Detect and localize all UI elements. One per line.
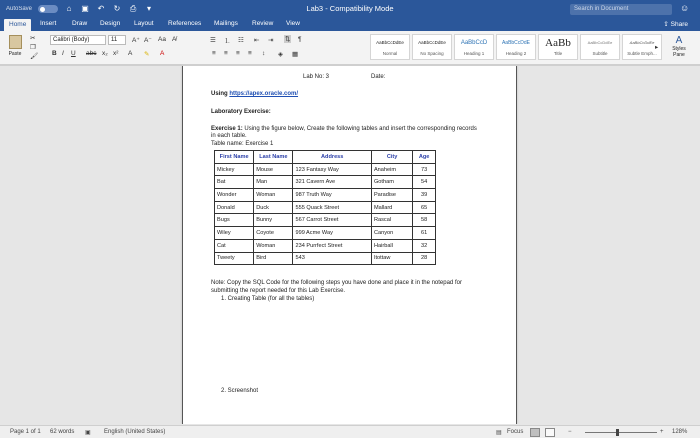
note-line-2: submitting the report needed for this Lab Exercise. xyxy=(211,288,346,294)
copy-icon[interactable]: ❐ xyxy=(30,44,36,51)
exercise-table[interactable] xyxy=(214,150,436,265)
cell: 999 Acme Way xyxy=(293,227,371,240)
bold-icon[interactable]: B xyxy=(52,50,57,57)
font-name-select[interactable]: Calibri (Body) xyxy=(50,35,106,45)
cell: Bird xyxy=(254,252,293,265)
decrease-indent-icon[interactable]: ⇤ xyxy=(254,37,260,44)
header-last-name: Last Name xyxy=(254,151,293,164)
exercise-line-1: Exercise 1: Using the figure below, Create the following tables and insert the corresponding records xyxy=(211,126,477,132)
style-subtitle[interactable]: AaBbCcDdEe Subtitle xyxy=(580,34,620,60)
tab-review[interactable]: Review xyxy=(252,20,274,27)
multilevel-list-icon[interactable]: ☷ xyxy=(238,37,244,44)
cell: 39 xyxy=(413,189,436,202)
table-row xyxy=(215,176,436,189)
table-row xyxy=(215,252,436,265)
cut-icon[interactable]: ✂ xyxy=(30,35,36,42)
text-effects-icon[interactable]: A xyxy=(128,50,133,57)
note-line-1: Note: Copy the SQL Code for the following steps you have done and place it in the notepad for xyxy=(211,280,462,286)
tab-view[interactable]: View xyxy=(286,20,300,27)
subscript-icon[interactable]: x₂ xyxy=(102,50,108,57)
step-1: 1. Creating Table (for all the tables) xyxy=(221,296,315,302)
cell: Man xyxy=(254,176,293,189)
date-label: Date: xyxy=(371,74,386,80)
tab-references[interactable]: References xyxy=(168,20,202,27)
cell: 321 Cavern Ave xyxy=(293,176,371,189)
share-button[interactable]: ⇪ Share xyxy=(663,21,688,28)
cell: 234 Purrfect Street xyxy=(293,239,371,252)
zoom-out-icon[interactable]: − xyxy=(568,429,572,435)
header-address: Address xyxy=(293,151,371,164)
step-2: 2. Screenshot xyxy=(221,388,259,394)
justify-icon[interactable]: ≡ xyxy=(248,50,252,57)
cell: 32 xyxy=(413,239,436,252)
redo-icon[interactable]: ↻ xyxy=(113,4,121,13)
smiley-icon[interactable]: ☺ xyxy=(680,3,690,13)
grow-font-icon[interactable]: A⁺ xyxy=(132,37,140,44)
customize-icon[interactable]: ▾ xyxy=(147,4,152,13)
cell: Bat xyxy=(215,176,254,189)
share-icon: ⇪ xyxy=(663,21,671,28)
tab-home[interactable]: Home xyxy=(4,19,31,31)
sort-icon[interactable]: ⇅ xyxy=(285,36,291,43)
zoom-level[interactable]: 128% xyxy=(672,429,688,435)
style-normal[interactable]: AaBbCcDdEe Normal xyxy=(370,34,410,60)
cell: 61 xyxy=(413,227,436,240)
cell: Bugs xyxy=(215,214,254,227)
increase-indent-icon[interactable]: ⇥ xyxy=(268,37,274,44)
cell: Mouse xyxy=(254,163,293,176)
table-row xyxy=(215,163,436,176)
clear-formatting-icon[interactable]: A̸ xyxy=(172,36,177,43)
save-icon[interactable]: ▣ xyxy=(81,4,89,13)
cell: Rascal xyxy=(371,214,412,227)
table-name: Table name: Exercise 1 xyxy=(211,141,274,147)
focus-icon[interactable]: ▤ xyxy=(496,430,502,436)
cell: Duck xyxy=(254,201,293,214)
underline-icon[interactable]: U xyxy=(71,50,76,57)
language-indicator[interactable]: English (United States) xyxy=(104,429,166,435)
zoom-slider-thumb[interactable] xyxy=(616,429,619,436)
table-row xyxy=(215,227,436,240)
tab-layout[interactable]: Layout xyxy=(134,20,154,27)
table-row xyxy=(215,239,436,252)
change-case-icon[interactable]: Aa xyxy=(158,36,166,43)
show-formatting-icon[interactable]: ¶ xyxy=(298,36,302,43)
cell: Mickey xyxy=(215,163,254,176)
clipboard-icon xyxy=(9,35,22,49)
ribbon-home xyxy=(0,31,700,65)
apex-link[interactable]: https://apex.oracle.com/ xyxy=(229,91,299,97)
word-count[interactable]: 62 words xyxy=(50,429,75,435)
highlight-icon[interactable]: ✎ xyxy=(144,51,150,58)
cell: Coyote xyxy=(254,227,293,240)
styles-pane-icon: A xyxy=(675,35,683,46)
cell: Wonder xyxy=(215,189,254,202)
using-line: Using https://apex.oracle.com/ xyxy=(211,91,299,97)
format-painter-icon[interactable]: 🖌 xyxy=(30,53,39,60)
lab-number: Lab No: 3 xyxy=(303,74,330,80)
header-first-name: First Name xyxy=(215,151,254,164)
styles-scroll-icon[interactable]: ▸ xyxy=(655,44,659,51)
cell: Bunny xyxy=(254,214,293,227)
ribbon-tabs xyxy=(0,18,700,31)
bullets-icon[interactable]: ☰ xyxy=(210,37,216,44)
cell: 987 Truth Way xyxy=(293,189,371,202)
print-icon[interactable]: ⎙ xyxy=(129,4,137,13)
status-bar xyxy=(0,425,700,438)
font-color-icon[interactable]: A xyxy=(160,50,165,57)
exercise-line-2: in each table. xyxy=(211,133,247,139)
style-no-spacing[interactable]: AaBbCcDdEe No Spacing xyxy=(412,34,452,60)
numbering-icon[interactable]: ⒈ xyxy=(224,38,231,45)
cell: Itottaw xyxy=(371,252,412,265)
table-row xyxy=(215,214,436,227)
tab-draw[interactable]: Draw xyxy=(72,20,88,27)
shrink-font-icon[interactable]: A⁻ xyxy=(144,37,152,44)
proofing-icon[interactable]: ▣ xyxy=(85,430,91,436)
zoom-in-icon[interactable]: + xyxy=(660,429,664,435)
cell: Woman xyxy=(254,239,293,252)
align-center-icon[interactable]: ≡ xyxy=(224,50,228,57)
window-title: Lab3 - Compatibility Mode xyxy=(306,4,394,13)
strikethrough-icon[interactable]: abc xyxy=(86,50,97,57)
cell: 555 Quack Street xyxy=(293,201,371,214)
web-layout-view-button[interactable] xyxy=(545,428,555,437)
style-title[interactable]: AaBb Title xyxy=(538,34,578,60)
document-canvas[interactable] xyxy=(0,66,700,424)
lab-exercise-heading: Laboratory Exercise: xyxy=(211,109,271,115)
tab-mailings[interactable]: Mailings xyxy=(214,20,238,27)
table-header-row xyxy=(215,151,436,164)
focus-label[interactable]: Focus xyxy=(507,429,524,435)
paste-button[interactable]: Paste xyxy=(6,35,24,57)
style-subtle-emphasis[interactable]: AaBbCcDdEe Subtle Emph... xyxy=(622,34,662,60)
header-age: Age xyxy=(413,151,436,164)
cell: 65 xyxy=(413,201,436,214)
cell: 58 xyxy=(413,214,436,227)
cell: Anaheim xyxy=(371,163,412,176)
tab-insert[interactable]: Insert xyxy=(40,20,57,27)
cell: Wiley xyxy=(215,227,254,240)
cell: Cat xyxy=(215,239,254,252)
home-icon[interactable]: ⌂ xyxy=(66,4,72,13)
font-size-select[interactable]: 11 xyxy=(108,35,126,45)
tab-design[interactable]: Design xyxy=(100,20,121,27)
search-input[interactable]: Search in Document xyxy=(570,4,672,15)
shading-icon[interactable]: ◈ xyxy=(278,51,283,58)
cell: 28 xyxy=(413,252,436,265)
header-city: City xyxy=(371,151,412,164)
cell: 123 Fantasy Way xyxy=(293,163,371,176)
cell: 54 xyxy=(413,176,436,189)
cell: Canyon xyxy=(371,227,412,240)
table-row xyxy=(215,201,436,214)
cell: Paradise xyxy=(371,189,412,202)
cell: Mallard xyxy=(371,201,412,214)
table-row xyxy=(215,189,436,202)
print-layout-view-button[interactable] xyxy=(530,428,540,437)
document-page[interactable] xyxy=(182,66,517,424)
cell: Tweety xyxy=(215,252,254,265)
italic-icon[interactable]: I xyxy=(62,50,64,57)
styles-pane-button[interactable]: A Styles Pane xyxy=(666,35,692,58)
style-heading-1[interactable]: AaBbCcD Heading 1 xyxy=(454,34,494,60)
undo-icon[interactable]: ↶ xyxy=(97,4,105,13)
borders-icon[interactable]: ▦ xyxy=(292,51,299,58)
cell: 73 xyxy=(413,163,436,176)
cell: 567 Carrot Street xyxy=(293,214,371,227)
zoom-slider-track[interactable] xyxy=(585,432,657,433)
cell: Donald xyxy=(215,201,254,214)
cell: 543 xyxy=(293,252,371,265)
page-count[interactable]: Page 1 of 1 xyxy=(10,429,41,435)
cell: Woman xyxy=(254,189,293,202)
align-left-icon[interactable]: ≡ xyxy=(212,50,216,57)
title-bar xyxy=(0,0,700,18)
superscript-icon[interactable]: x² xyxy=(113,50,119,57)
line-spacing-icon[interactable]: ↕ xyxy=(262,50,266,57)
cell: Gotham xyxy=(371,176,412,189)
style-heading-2[interactable]: AaBbCcDdE Heading 2 xyxy=(496,34,536,60)
autosave-label: AutoSave xyxy=(6,6,33,12)
cell: Hairball xyxy=(371,239,412,252)
align-right-icon[interactable]: ≡ xyxy=(236,50,240,57)
